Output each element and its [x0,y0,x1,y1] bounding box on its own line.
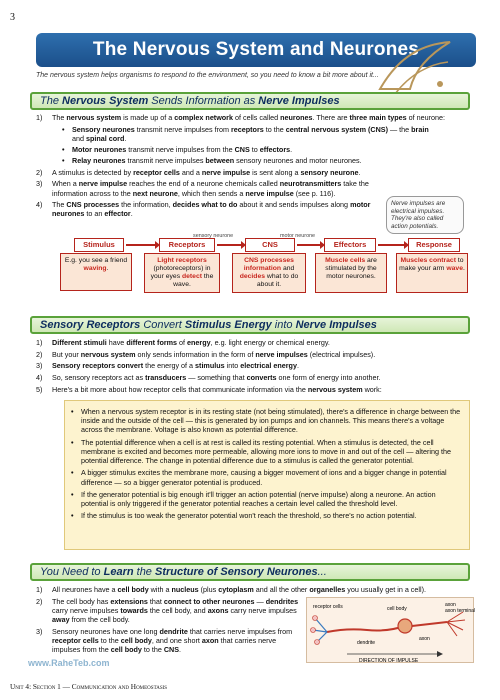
section-heading-sensory-neurones: You Need to Learn the Structure of Sensory Neurones... [30,563,470,581]
flow-head-effectors: Effectors [324,238,376,252]
flow-arrow [217,244,242,246]
flow-head-cns: CNS [245,238,295,252]
list-item: 1) All neurones have a cell body with a nucleus (plus cytoplasm and all the other organelles you usually get in a cell). [36,585,426,594]
list-item: 5) Here's a bit more about how receptor cells that communicate information via the nervous system work: [36,384,382,394]
receptor-explanation-panel [64,400,470,550]
flow-box-receptors: Light receptors (photoreceptors) in your eyes detect the wave. [144,253,220,293]
list-item: • The potential difference when a cell is at rest is called its resting potential. When a stimulus is detected, the cell membrane is excited and becomes more permeable, allowing more ions to move in and out of the cell — altering the potential difference. The change in potential difference due to a stimulus is called the generator potential. [71,437,451,466]
page-footer: Unit 4: Section 1 — Communication and Homeostasis [10,682,168,691]
flow-arrow [126,244,156,246]
nerve-impulse-callout: Nerve impulses are electrical impulses. They're also called action potentials. [386,196,464,234]
label-dendrite: dendrite [357,640,376,646]
flow-box-cns: CNS processes information and decides what to do about it. [232,253,306,293]
section2-list [36,338,476,397]
list-item: 3) Sensory neurones have one long dendrite that carries nerve impulses from receptor cells to the cell body, and one short axon that carries nerve impulses from the cell body to the CNS. [36,626,293,655]
intro-text: The nervous system helps organisms to respond to the environment, so you need to know a bit more about it... [36,72,379,79]
section-heading-sensory-receptors: Sensory Receptors Convert Stimulus Energy into Nerve Impulses [30,316,470,334]
list-item: 1) The nervous system is made up of a complex network of cells called neurones. There are three main types of neurone: [36,113,446,122]
flow-head-receptors: Receptors [159,238,215,252]
list-item: 3) Sensory receptors convert the energy of a stimulus into electrical energy. [36,361,299,371]
list-item: • If the generator potential is big enough it'll trigger an action potential (nerve impulse) along a neurone. An action potential is only triggered if the generator potential reaches a certain level called the threshold level. [71,489,436,508]
label-axon: axon [445,602,456,608]
list-item: 2) A stimulus is detected by receptor cells and a nerve impulse is sent along a sensory neurone. [36,167,361,177]
list-item: 3) When a nerve impulse reaches the end of a neurone chemicals called neurotransmitters take the information across to the next neurone, which then sends a nerve impulse (see p. 116). [36,179,369,198]
sensory-neurone-label: sensory neurone [193,233,234,239]
label-direction-of-impulse: DIRECTION OF IMPULSE [359,658,419,664]
list-item: • Sensory neurones transmit nerve impulses from receptors to the central nervous system (CNS) — the brain and spinal cord. [62,124,429,143]
sensory-neurone-diagram [306,597,474,663]
flow-head-response: Response [408,238,460,252]
section-heading-nervous-system: The Nervous System Sends Information as Nerve Impulses [30,92,470,110]
label-cell-body: cell body [387,606,407,612]
label-axon-terminal: axon terminal [445,608,475,614]
page-number: 3 [10,12,15,23]
site-watermark: www.RaheTeb.com [28,658,110,668]
list-item: • If the stimulus is too weak the generator potential won't reach the threshold, so there's no action potential. [71,511,417,521]
list-item: • Motor neurones transmit nerve impulses from the CNS to effectors. [62,145,293,155]
list-item: 2) The cell body has extensions that connect to other neurones — dendrites carry nerve impulses towards the cell body, and axons carry nerve impulses away from the cell body. [36,596,299,625]
flow-box-stimulus: E.g. you see a friend waving. [60,253,132,291]
sensory-neurone-illustration [307,598,475,664]
list-item: • A bigger stimulus excites the membrane more, causing a bigger movement of ions and a bigger change in potential difference — so a bigger generator potential is produced. [71,468,447,487]
label-axon-lower: axon [419,636,430,642]
list-item: 1) Different stimuli have different forms of energy, e.g. light energy or chemical energy. [36,338,330,347]
list-item: 2) But your nervous system only sends information in the form of nerve impulses (electrical impulses). [36,349,376,359]
list-item: • When a nervous system receptor is in its resting state (not being stimulated), there's a difference in charge between the inside and the outside of the cell — this is generated by ion pumps and ion channels. This means there's a voltage across the membrane. Voltage is also known as potential difference. [71,407,461,435]
flow-arrow [378,244,405,246]
list-item: • Relay neurones transmit nerve impulses between sensory neurones and motor neurones. [62,156,362,166]
flow-arrow [297,244,321,246]
page-title: The Nervous System and Neurones [92,39,420,60]
flow-head-stimulus: Stimulus [74,238,124,252]
list-item: 4) So, sensory receptors act as transducers — something that converts one form of energy into another. [36,373,381,383]
list-item: 4) The CNS processes the information, decides what to do about it and sends impulses along motor neurones to an effector. [36,200,371,219]
flow-box-effectors: Muscle cells are stimulated by the motor neurones. [315,253,387,293]
motor-neurone-label: motor neurone [280,233,316,239]
label-receptor-cells: receptor cells [313,604,343,610]
flow-box-response: Muscles contract to make your arm wave. [396,253,468,293]
stimulus-response-flow [56,233,466,296]
